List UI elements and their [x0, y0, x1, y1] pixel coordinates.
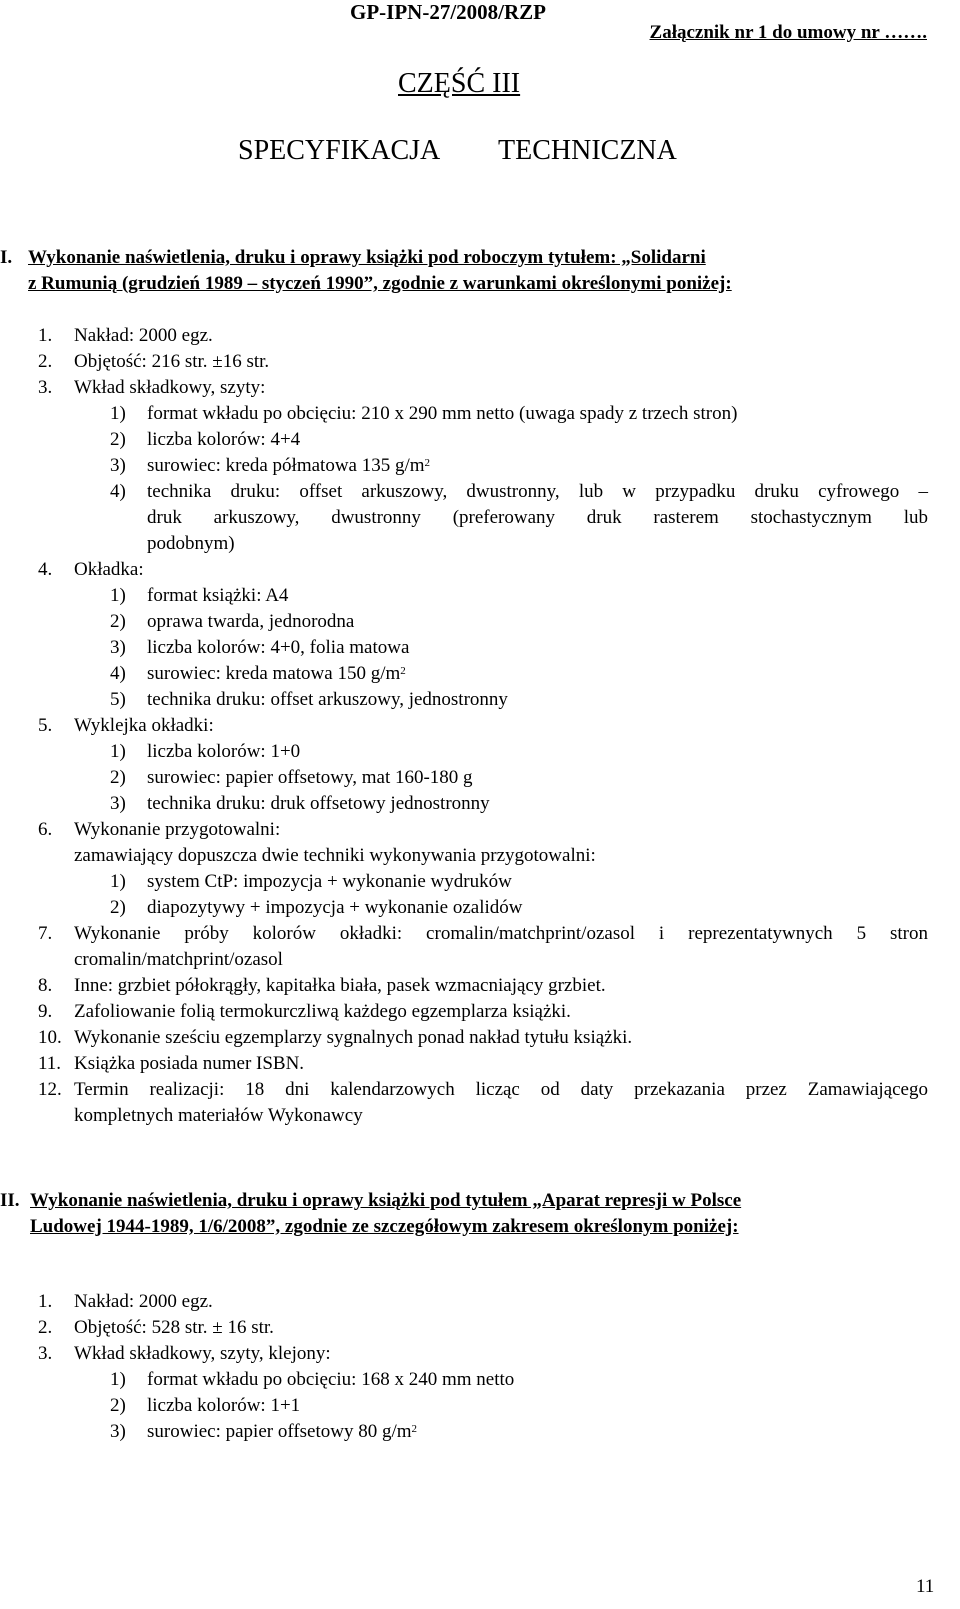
superscript: 2 — [424, 457, 431, 469]
superscript: 2 — [411, 1423, 418, 1435]
item-number: 5) — [110, 689, 126, 710]
item-number: 2) — [110, 1395, 126, 1416]
item-text: Okładka: — [74, 559, 144, 580]
item-text: technika druku: druk offsetowy jednostronny — [147, 793, 490, 814]
item-number: 1) — [110, 1369, 126, 1390]
item-number: 12. — [38, 1079, 62, 1100]
item-number: 2) — [110, 611, 126, 632]
item-number: 1) — [110, 871, 126, 892]
item-text: Wkład składkowy, szyty, klejony: — [74, 1343, 331, 1364]
item-text — [147, 1419, 417, 1445]
item-text: format wkładu po obcięciu: 210 x 290 mm netto (uwaga spady z trzech stron) — [147, 403, 738, 424]
item-text: Objętość: 216 str. ±16 str. — [74, 351, 270, 372]
item-text: oprawa twarda, jednorodna — [147, 611, 355, 632]
item-text: liczba kolorów: 1+0 — [147, 741, 301, 762]
section-1-title-line-2: z Rumunią (grudzień 1989 – styczeń 1990”, zgodnie z warunkami określonymi poniżej: — [28, 273, 732, 294]
item-number: 4) — [110, 481, 126, 502]
item-text: format książki: A4 — [147, 585, 289, 606]
page-number: 11 — [916, 1576, 935, 1597]
document-id: GP-IPN-27/2008/RZP — [350, 0, 546, 24]
item-number: 10. — [38, 1027, 62, 1048]
item-text: kompletnych materiałów Wykonawcy — [74, 1105, 363, 1126]
item-number: 3) — [110, 793, 126, 814]
item-text: Inne: grzbiet półokrągły, kapitałka biała, pasek wzmacniający grzbiet. — [74, 975, 606, 996]
item-number: 4) — [110, 663, 126, 684]
item-text: druk arkuszowy, dwustronny (preferowany druk rasterem stochastycznym lub — [147, 507, 928, 528]
item-text — [147, 453, 430, 479]
item-number: 11. — [38, 1053, 62, 1074]
item-text: zamawiający dopuszcza dwie techniki wykonywania przygotowalni: — [74, 845, 596, 866]
item-text: surowiec: papier offsetowy, mat 160-180 g — [147, 767, 473, 788]
item-number: 3) — [110, 637, 126, 658]
item-text: Zafoliowanie folią termokurczliwą każdego egzemplarza książki. — [74, 1001, 571, 1022]
item-number: 1) — [110, 585, 126, 606]
item-text: Wyklejka okładki: — [74, 715, 214, 736]
item-text: cromalin/matchprint/ozasol — [74, 949, 283, 970]
item-number: 6. — [38, 819, 53, 840]
item-text: liczba kolorów: 1+1 — [147, 1395, 301, 1416]
item-text: podobnym) — [147, 533, 235, 554]
section-1-number: I. — [0, 247, 13, 268]
item-number: 4. — [38, 559, 53, 580]
item-text: Wykonanie sześciu egzemplarzy sygnalnych ponad nakład tytułu książki. — [74, 1027, 633, 1048]
item-text-main: surowiec: papier offsetowy 80 g/m — [147, 1421, 412, 1442]
item-text: Nakład: 2000 egz. — [74, 1291, 213, 1312]
list-item — [0, 479, 928, 505]
item-number: 1. — [38, 1291, 53, 1312]
item-text: technika druku: offset arkuszowy, dwustronny, lub w przypadku druku cyfrowego – — [147, 481, 928, 502]
list-item-continuation — [0, 505, 928, 531]
spec-heading-a: SPECYFIKACJA — [238, 135, 441, 166]
item-number: 2. — [38, 1317, 53, 1338]
item-number: 2) — [110, 429, 126, 450]
item-text: Wykonanie przygotowalni: — [74, 819, 281, 840]
item-text-main: surowiec: kreda półmatowa 135 g/m — [147, 455, 425, 476]
item-number: 1. — [38, 325, 53, 346]
item-text: diapozytywy + impozycja + wykonanie ozalidów — [147, 897, 523, 918]
item-text: Termin realizacji: 18 dni kalendarzowych licząc od daty przekazania przez Zamawiającego — [74, 1079, 928, 1100]
item-number: 7. — [38, 923, 53, 944]
item-text — [147, 661, 406, 687]
item-text: technika druku: offset arkuszowy, jednostronny — [147, 689, 508, 710]
item-text: Objętość: 528 str. ± 16 str. — [74, 1317, 274, 1338]
item-number: 5. — [38, 715, 53, 736]
item-number: 3. — [38, 1343, 53, 1364]
item-text: system CtP: impozycja + wykonanie wydruków — [147, 871, 512, 892]
item-number: 8. — [38, 975, 53, 996]
list-item — [0, 1077, 928, 1103]
item-number: 3) — [110, 455, 126, 476]
item-text: liczba kolorów: 4+0, folia matowa — [147, 637, 410, 658]
list-item — [0, 921, 928, 947]
item-number: 2) — [110, 767, 126, 788]
section-2-number: II. — [0, 1190, 20, 1211]
item-text: Wykonanie próby kolorów okładki: cromalin/matchprint/ozasol i reprezentatywnych 5 stron — [74, 923, 928, 944]
item-number: 2) — [110, 897, 126, 918]
item-number: 2. — [38, 351, 53, 372]
spec-heading-b: TECHNICZNA — [498, 135, 677, 166]
item-number: 1) — [110, 741, 126, 762]
superscript: 2 — [400, 665, 406, 677]
item-text: Wkład składkowy, szyty: — [74, 377, 266, 398]
item-text-main: surowiec: kreda matowa 150 g/m — [147, 663, 401, 684]
item-text: liczba kolorów: 4+4 — [147, 429, 301, 450]
item-text: Książka posiada numer ISBN. — [74, 1053, 305, 1074]
item-number: 1) — [110, 403, 126, 424]
item-number: 3) — [110, 1421, 126, 1442]
section-2-title-line-2: Ludowej 1944-1989, 1/6/2008”, zgodnie ze szczegółowym zakresem określonym poniżej: — [30, 1216, 739, 1237]
section-2-title-line-1: Wykonanie naświetlenia, druku i oprawy książki pod tytułem „Aparat represji w Polsce — [30, 1190, 742, 1211]
item-number: 9. — [38, 1001, 53, 1022]
section-1-title-line-1: Wykonanie naświetlenia, druku i oprawy książki pod roboczym tytułem: „Solidarni — [28, 247, 706, 268]
item-text: Nakład: 2000 egz. — [74, 325, 213, 346]
item-text: format wkładu po obcięciu: 168 x 240 mm netto — [147, 1369, 515, 1390]
part-heading: CZĘŚĆ III — [398, 68, 521, 99]
annex-label: Załącznik nr 1 do umowy nr ……. — [649, 22, 927, 43]
item-number: 3. — [38, 377, 53, 398]
